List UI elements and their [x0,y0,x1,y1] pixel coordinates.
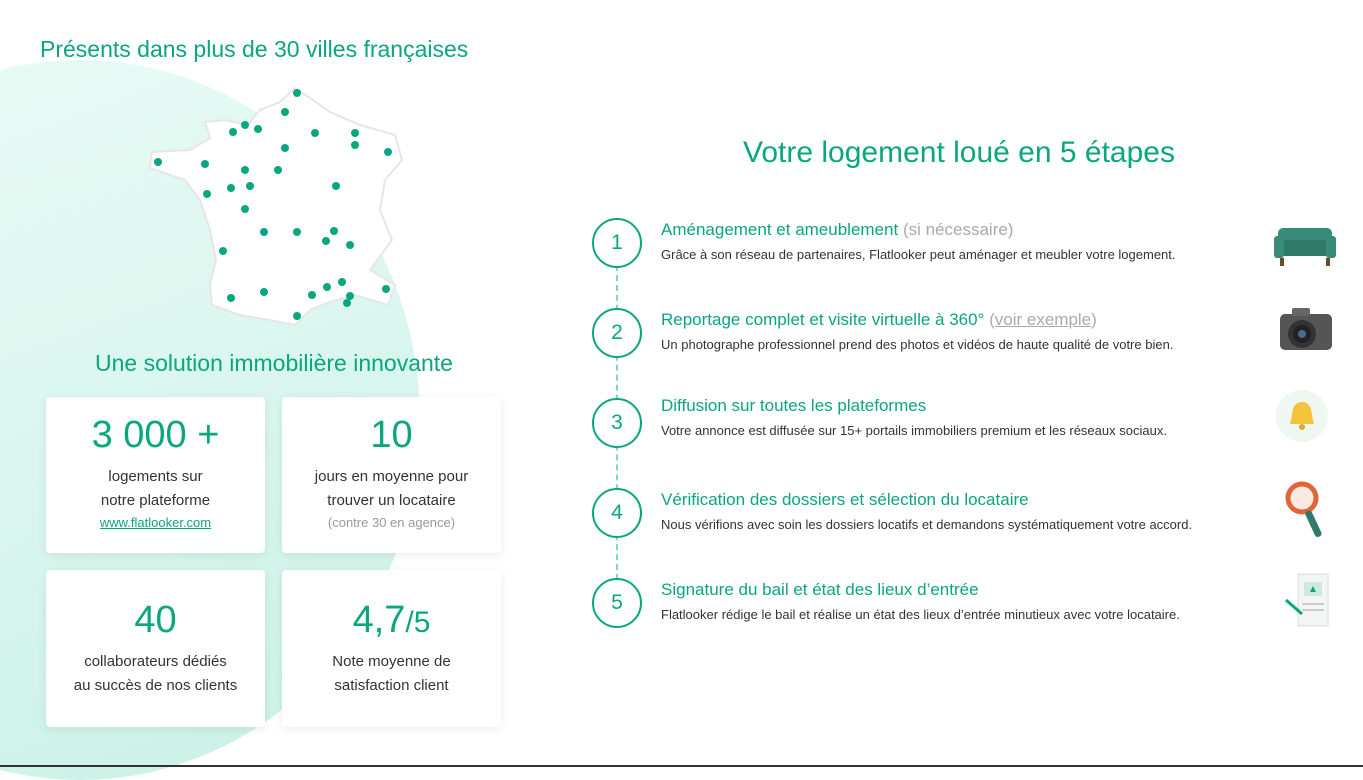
city-dot [311,129,319,137]
city-dot [203,190,211,198]
city-dot [241,205,249,213]
city-dot [338,278,346,286]
step-number-2: 2 [592,308,642,358]
step-title-5: Signature du bail et état des lieux d’entrée [661,580,979,599]
step-title-2: Reportage complet et visite virtuelle à 360° (voir exemple) [661,310,1097,329]
city-dot [241,166,249,174]
city-dot [351,129,359,137]
city-dot [254,125,262,133]
contract-icon [1272,568,1338,634]
step-desc-2: Un photographe professionnel prend des photos et vidéos de haute qualité de votre bien. [661,337,1174,352]
city-dot [332,182,340,190]
step-desc-5: Flatlooker rédige le bail et réalise un état des lieux d’entrée minutieux avec votre locataire. [661,607,1180,622]
magnifier-icon [1272,478,1338,544]
bell-icon [1272,386,1338,452]
steps-title: Votre logement loué en 5 étapes [743,136,1175,169]
step-title-1: Aménagement et ameublement (si nécessaire) [661,220,1014,239]
city-dot [241,121,249,129]
stat-text: logements sur notre plateforme [100,467,211,509]
city-dot [382,285,390,293]
step-title-3: Diffusion sur toutes les plateformes [661,396,927,415]
stat-number: 4,7/5 [352,599,431,641]
city-dot [384,148,392,156]
stat-card-days [282,397,501,553]
step-number-3: 3 [592,398,642,448]
stat-number: 40 [134,599,177,641]
step-title-4: Vérification des dossiers et sélection du locataire [661,490,1029,509]
step-desc-1: Grâce à son réseau de partenaires, Flatlooker peut aménager et meubler votre logement. [661,247,1176,262]
france-shape [150,88,402,325]
city-dot [274,166,282,174]
city-dot [293,89,301,97]
city-dot [154,158,162,166]
website-link[interactable]: www.flatlooker.com [99,514,212,530]
city-dot [346,292,354,300]
step-number-1: 1 [592,218,642,268]
city-dot [227,294,235,302]
step-desc-3: Votre annonce est diffusée sur 15+ portails immobiliers premium et les réseaux sociaux. [661,423,1167,438]
city-dot [346,241,354,249]
city-dot [201,160,209,168]
city-dot [260,228,268,236]
map-title: Présents dans plus de 30 villes françaises [40,36,469,62]
france-map [130,80,410,335]
stat-card-listings [46,397,265,553]
stat-note: (contre 30 en agence) [327,514,456,530]
sofa-icon [1272,210,1338,276]
city-dot [322,237,330,245]
city-dot [260,288,268,296]
solution-title: Une solution immobilière innovante [95,350,453,376]
step-number-4: 4 [592,488,642,538]
step-number-5: 5 [592,578,642,628]
city-dot [227,184,235,192]
city-dot [219,247,227,255]
city-dot [308,291,316,299]
example-link[interactable]: voir exemple [994,310,1092,329]
camera-icon [1272,298,1338,364]
step-desc-4: Nous vérifions avec soin les dossiers locatifs et demandons systématiquement votre accord. [661,517,1193,532]
stat-text: Note moyenne de satisfaction client [332,652,451,694]
stat-text: collaborateurs dédiés au succès de nos clients [73,652,238,694]
stat-text: jours en moyenne pour trouver un locataire [314,467,469,509]
city-dot [229,128,237,136]
city-dot [281,144,289,152]
city-dot [246,182,254,190]
city-dot [351,141,359,149]
city-dot [293,312,301,320]
city-dot [281,108,289,116]
city-dot [343,299,351,307]
stat-number: 10 [370,414,413,456]
city-dot [330,227,338,235]
city-dot [293,228,301,236]
stat-card-staff [46,570,265,727]
stat-number: 3 000 + [91,414,220,456]
city-dot [323,283,331,291]
stat-card-rating [282,570,501,727]
